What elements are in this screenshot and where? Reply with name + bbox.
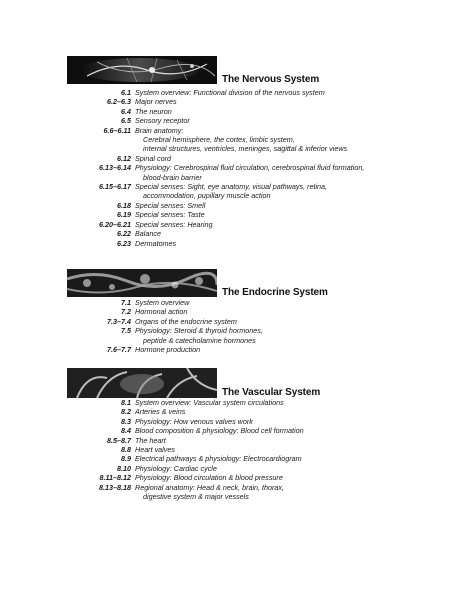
nervous-system-title: The Nervous System bbox=[222, 74, 320, 85]
toc-entry bbox=[0, 483, 457, 502]
toc-entry bbox=[0, 201, 457, 210]
toc-entry bbox=[0, 163, 457, 182]
vascular-system-title: The Vascular System bbox=[222, 387, 321, 398]
toc-entry-text: Organs of the endocrine system bbox=[135, 316, 237, 326]
toc-entry-number: 8.4 bbox=[121, 426, 131, 436]
toc-entry-number: 6.5 bbox=[121, 116, 131, 126]
toc-entry-text: The neuron bbox=[135, 106, 172, 116]
toc-entry bbox=[0, 220, 457, 229]
toc-entry-number: 6.6–6.11 bbox=[103, 125, 131, 135]
toc-entry-text: System overview: Vascular system circulations bbox=[135, 398, 284, 407]
toc-entry bbox=[0, 454, 457, 463]
toc-entry-text: Spinal cord bbox=[135, 153, 171, 163]
nervous-system-banner-image bbox=[67, 56, 217, 84]
toc-entry-number: 7.6–7.7 bbox=[107, 345, 131, 355]
toc-entry bbox=[0, 464, 457, 473]
toc-entry bbox=[0, 407, 457, 416]
toc-entry bbox=[0, 239, 457, 248]
toc-entry-text: Special senses: Smell bbox=[135, 200, 206, 210]
toc-entry-number: 6.22 bbox=[117, 229, 131, 239]
toc-entry bbox=[0, 88, 457, 97]
toc-entry bbox=[0, 436, 457, 445]
toc-entry bbox=[0, 473, 457, 482]
toc-entry-number: 6.23 bbox=[117, 238, 131, 248]
toc-entry-text: Physiology: Steroid & thyroid hormones, bbox=[135, 326, 263, 336]
vascular-system-toc bbox=[0, 398, 457, 501]
toc-entry-number: 8.1 bbox=[121, 398, 131, 407]
toc-entry bbox=[0, 307, 457, 316]
toc-entry-text: Arteries & veins bbox=[135, 407, 186, 417]
toc-entry-text: peptide & catecholamine hormones bbox=[143, 335, 256, 345]
toc-entry-number: 6.2–6.3 bbox=[107, 97, 131, 107]
toc-entry bbox=[0, 154, 457, 163]
toc-entry-number: 8.13–8.18 bbox=[99, 482, 131, 492]
toc-entry-number: 8.5–8.7 bbox=[107, 435, 131, 445]
endocrine-system-title: The Endocrine System bbox=[222, 287, 328, 298]
toc-entry bbox=[0, 426, 457, 435]
toc-entry-text: Physiology: Cerebrospinal fluid circulation, cerebrospinal fluid formation, bbox=[135, 163, 365, 173]
endocrine-system-toc bbox=[0, 298, 457, 354]
toc-entry-number: 6.1 bbox=[121, 88, 131, 97]
toc-entry-text: Physiology: How venous valves work bbox=[135, 416, 253, 426]
toc-entry-text: Physiology: Cardiac cycle bbox=[135, 463, 217, 473]
toc-entry-text: Hormonal action bbox=[135, 307, 188, 317]
toc-entry-number: 8.10 bbox=[117, 463, 131, 473]
toc-entry bbox=[0, 107, 457, 116]
toc-entry-number: 6.19 bbox=[117, 210, 131, 220]
toc-entry-number: 6.12 bbox=[117, 153, 131, 163]
toc-entry-number: 6.20–6.21 bbox=[99, 219, 131, 229]
toc-entry-number: 7.1 bbox=[121, 298, 131, 307]
toc-entry bbox=[0, 97, 457, 106]
toc-entry-text: Heart valves bbox=[135, 445, 175, 455]
toc-entry-text: Hormone production bbox=[135, 345, 201, 355]
toc-entry bbox=[0, 345, 457, 354]
vascular-system-banner-image bbox=[67, 368, 217, 398]
toc-entry-text: digestive system & major vessels bbox=[143, 492, 249, 502]
toc-entry bbox=[0, 445, 457, 454]
toc-entry bbox=[0, 116, 457, 125]
toc-entry-text: System overview: Functional division of the nervous system bbox=[135, 88, 325, 97]
toc-entry-text: The heart bbox=[135, 435, 166, 445]
toc-entry bbox=[0, 298, 457, 307]
toc-entry-number: 7.2 bbox=[121, 307, 131, 317]
toc-entry-text: Cerebral hemisphere, the cortex, limbic system, bbox=[143, 135, 295, 145]
toc-entry-number: 7.3–7.4 bbox=[107, 316, 131, 326]
toc-entry-text: Special senses: Hearing bbox=[135, 219, 213, 229]
toc-entry-number: 6.13–6.14 bbox=[99, 163, 131, 173]
toc-entry-text: Electrical pathways & physiology: Electrocardiogram bbox=[135, 454, 302, 464]
toc-entry-number: 8.9 bbox=[121, 454, 131, 464]
toc-entry bbox=[0, 417, 457, 426]
toc-entry-text: Special senses: Taste bbox=[135, 210, 205, 220]
toc-entry-text: Sensory receptor bbox=[135, 116, 190, 126]
toc-entry-text: blood-brain barrier bbox=[143, 172, 202, 182]
toc-entry bbox=[0, 229, 457, 238]
toc-entry-number: 8.2 bbox=[121, 407, 131, 417]
toc-entry-text: Blood composition & physiology: Blood cell formation bbox=[135, 426, 304, 436]
toc-entry-text: System overview bbox=[135, 298, 190, 307]
toc-entry-text: internal structures, ventricles, meninges, sagittal & inferior views bbox=[143, 144, 348, 154]
toc-entry bbox=[0, 398, 457, 407]
toc-entry-number: 8.11–8.12 bbox=[99, 473, 131, 483]
toc-entry-text: accommodation, pupillary muscle action bbox=[143, 191, 271, 201]
toc-entry-number: 6.18 bbox=[117, 200, 131, 210]
toc-entry-number: 6.4 bbox=[121, 106, 131, 116]
toc-entry bbox=[0, 326, 457, 345]
toc-entry-text: Special senses: Sight, eye anatomy, visual pathways, retina, bbox=[135, 182, 328, 192]
toc-entry bbox=[0, 317, 457, 326]
toc-entry bbox=[0, 210, 457, 219]
toc-entry-number: 6.15–6.17 bbox=[99, 182, 131, 192]
toc-entry bbox=[0, 126, 457, 154]
toc-entry-text: Balance bbox=[135, 229, 161, 239]
nervous-system-toc bbox=[0, 88, 457, 248]
toc-entry-text: Major nerves bbox=[135, 97, 177, 107]
toc-entry-text: Regional anatomy: Head & neck, brain, thorax, bbox=[135, 482, 285, 492]
toc-entry bbox=[0, 182, 457, 201]
toc-entry-text: Dermatomes bbox=[135, 238, 177, 248]
toc-entry-number: 8.3 bbox=[121, 416, 131, 426]
toc-entry-text: Physiology: Blood circulation & blood pressure bbox=[135, 473, 283, 483]
toc-entry-number: 7.5 bbox=[121, 326, 131, 336]
toc-entry-text: Brain anatomy: bbox=[135, 125, 184, 135]
toc-entry-number: 8.8 bbox=[121, 445, 131, 455]
endocrine-system-banner-image bbox=[67, 269, 217, 297]
